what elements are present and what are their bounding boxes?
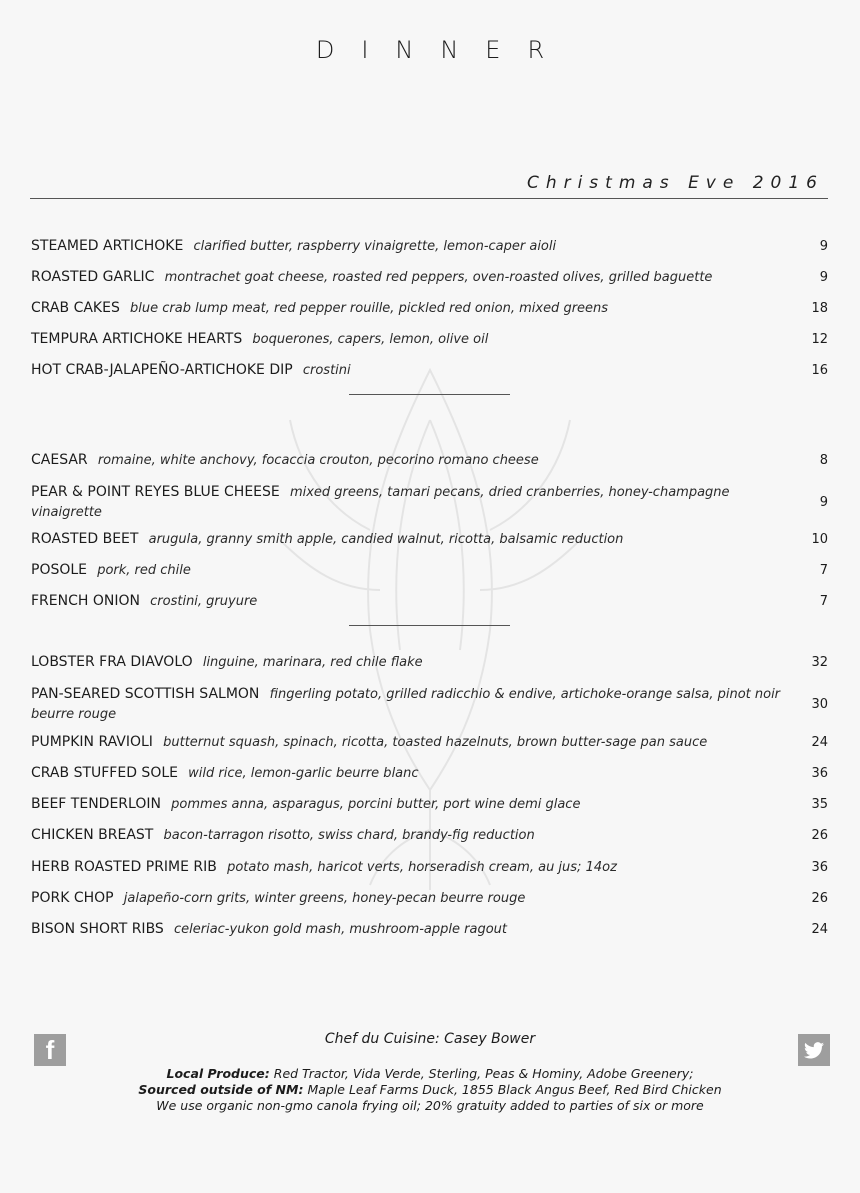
menu-item-name: FRENCH ONION — [31, 593, 140, 609]
menu-item-price: 35 — [811, 796, 828, 812]
menu-item-description: wild rice, lemon-garlic beurre blanc — [188, 766, 419, 781]
menu-item — [31, 888, 828, 908]
menu-item-name: STEAMED ARTICHOKE — [31, 238, 184, 254]
section-divider — [349, 625, 510, 626]
menu-item — [31, 684, 828, 724]
menu-item-description: montrachet goat cheese, roasted red peppers, oven-roasted olives, grilled baguette — [164, 270, 713, 285]
menu-item-description: romaine, white anchovy, focaccia crouton, pecorino romano cheese — [97, 453, 539, 468]
menu-item-description: butternut squash, spinach, ricotta, toasted hazelnuts, brown butter-sage pan sauce — [163, 735, 708, 750]
menu-item-text — [31, 236, 799, 256]
menu-item-text — [31, 684, 799, 724]
menu-item-price: 9 — [819, 238, 828, 254]
menu-item-name: BEEF TENDERLOIN — [31, 796, 161, 812]
menu-item — [31, 360, 828, 380]
local-produce-text: Red Tractor, Vida Verde, Sterling, Peas & Hominy, Adobe Greenery; — [273, 1066, 694, 1081]
menu-item — [31, 267, 828, 287]
menu-item-name: HERB ROASTED PRIME RIB — [31, 859, 217, 875]
menu-item-text — [31, 857, 799, 877]
menu-item-price: 24 — [811, 921, 828, 937]
facebook-icon[interactable]: f — [34, 1034, 66, 1066]
header-rule — [30, 198, 828, 199]
menu-item-description: crostini, gruyure — [150, 594, 258, 609]
menu-item — [31, 919, 828, 939]
menu-item — [31, 652, 828, 672]
menu-item-description: pommes anna, asparagus, porcini butter, port wine demi glace — [171, 797, 581, 812]
menu-item-description: arugula, granny smith apple, candied walnut, ricotta, balsamic reduction — [148, 532, 624, 547]
menu-item-price: 36 — [811, 859, 828, 875]
menu-item-text — [31, 888, 799, 908]
menu-item — [31, 529, 828, 549]
menu-item-price: 9 — [819, 494, 828, 510]
menu-item-name: CRAB CAKES — [31, 300, 120, 316]
policy-text: We use organic non-gmo canola frying oil; 20% gratuity added to parties of six or more — [156, 1098, 704, 1113]
menu-item — [31, 236, 828, 256]
menu-item-text — [31, 794, 799, 814]
menu-item-name: BISON SHORT RIBS — [31, 921, 164, 937]
chef-credit: Chef du Cuisine: Casey Bower — [324, 1031, 536, 1047]
menu-item-price: 30 — [811, 696, 828, 712]
menu-item-name: CHICKEN BREAST — [31, 827, 154, 843]
menu-item-description: clarified butter, raspberry vinaigrette, lemon-caper aioli — [193, 239, 557, 254]
menu-item-description: pork, red chile — [97, 563, 191, 578]
menu-item-name: PAN-SEARED SCOTTISH SALMON — [31, 686, 260, 702]
menu-item — [31, 825, 828, 845]
menu-item-text — [31, 919, 799, 939]
menu-item-description: jalapeño-corn grits, winter greens, honey-pecan beurre rouge — [123, 891, 526, 906]
menu-item-price: 10 — [811, 531, 828, 547]
menu-item-name: PUMPKIN RAVIOLI — [31, 734, 153, 750]
menu-item-text — [31, 763, 799, 783]
menu-item-text — [31, 825, 799, 845]
menu-item-text — [31, 298, 799, 318]
menu-item-description: blue crab lump meat, red pepper rouille, pickled red onion, mixed greens — [130, 301, 609, 316]
menu-item-name: TEMPURA ARTICHOKE HEARTS — [31, 331, 243, 347]
menu-item-price: 36 — [811, 765, 828, 781]
page-title: DINNER — [315, 36, 572, 64]
menu-item-description: bacon-tarragon risotto, swiss chard, brandy-fig reduction — [163, 828, 535, 843]
section-divider — [349, 394, 510, 395]
menu-item-text — [31, 360, 799, 380]
menu-item-description: mixed greens, tamari pecans, dried cranberries, honey-champagne vinaigrette — [31, 485, 730, 520]
menu-item-text — [31, 529, 799, 549]
menu-item-description: fingerling potato, grilled radicchio & endive, artichoke-orange salsa, pinot noir beurre rouge — [31, 687, 781, 722]
menu-item-price: 26 — [811, 890, 828, 906]
menu-item-price: 12 — [811, 331, 828, 347]
menu-item-text — [31, 732, 799, 752]
menu-item — [31, 794, 828, 814]
menu-item-text — [31, 560, 799, 580]
menu-item-text — [31, 591, 799, 611]
menu-item-name: LOBSTER FRA DIAVOLO — [31, 654, 193, 670]
menu-item — [31, 591, 828, 611]
sourced-outside-label: Sourced outside of NM: — [138, 1082, 304, 1097]
menu-item-name: PORK CHOP — [31, 890, 114, 906]
menu-item-text — [31, 329, 799, 349]
menu-item — [31, 482, 828, 522]
menu-item-price: 9 — [819, 269, 828, 285]
menu-item-price: 7 — [819, 593, 828, 609]
menu-item — [31, 857, 828, 877]
menu-item-text — [31, 267, 799, 287]
menu-item-price: 16 — [811, 362, 828, 378]
menu-item-description: boquerones, capers, lemon, olive oil — [252, 332, 489, 347]
menu-item-name: CRAB STUFFED SOLE — [31, 765, 178, 781]
menu-item-text — [31, 652, 799, 672]
menu-item-name: PEAR & POINT REYES BLUE CHEESE — [31, 484, 280, 500]
sourced-outside-text: Maple Leaf Farms Duck, 1855 Black Angus Beef, Red Bird Chicken — [307, 1082, 722, 1097]
menu-item-description: crostini — [302, 363, 351, 378]
menu-item — [31, 763, 828, 783]
menu-item-description: linguine, marinara, red chile flake — [202, 655, 423, 670]
menu-item — [31, 450, 828, 470]
menu-item-name: CAESAR — [31, 452, 88, 468]
menu-item-description: celeriac-yukon gold mash, mushroom-apple ragout — [173, 922, 507, 937]
menu-item — [31, 329, 828, 349]
sourcing-notes — [0, 1066, 860, 1114]
menu-item-text — [31, 482, 799, 522]
menu-item-price: 26 — [811, 827, 828, 843]
menu-item-name: HOT CRAB-JALAPEÑO-ARTICHOKE DIP — [31, 362, 293, 378]
menu-item — [31, 732, 828, 752]
menu-item-name: POSOLE — [31, 562, 88, 578]
menu-item-price: 24 — [811, 734, 828, 750]
menu-item — [31, 560, 828, 580]
menu-item-description: potato mash, haricot verts, horseradish cream, au jus; 14oz — [227, 860, 617, 875]
menu-item-text — [31, 450, 799, 470]
menu-item-price: 8 — [819, 452, 828, 468]
menu-item — [31, 298, 828, 318]
menu-item-price: 18 — [811, 300, 828, 316]
menu-item-price: 32 — [811, 654, 828, 670]
menu-item-name: ROASTED GARLIC — [31, 269, 155, 285]
local-produce-label: Local Produce: — [166, 1066, 270, 1081]
menu-item-name: ROASTED BEET — [31, 531, 139, 547]
menu-item-price: 7 — [819, 562, 828, 578]
page-subtitle: Christmas Eve 2016 — [526, 173, 824, 193]
